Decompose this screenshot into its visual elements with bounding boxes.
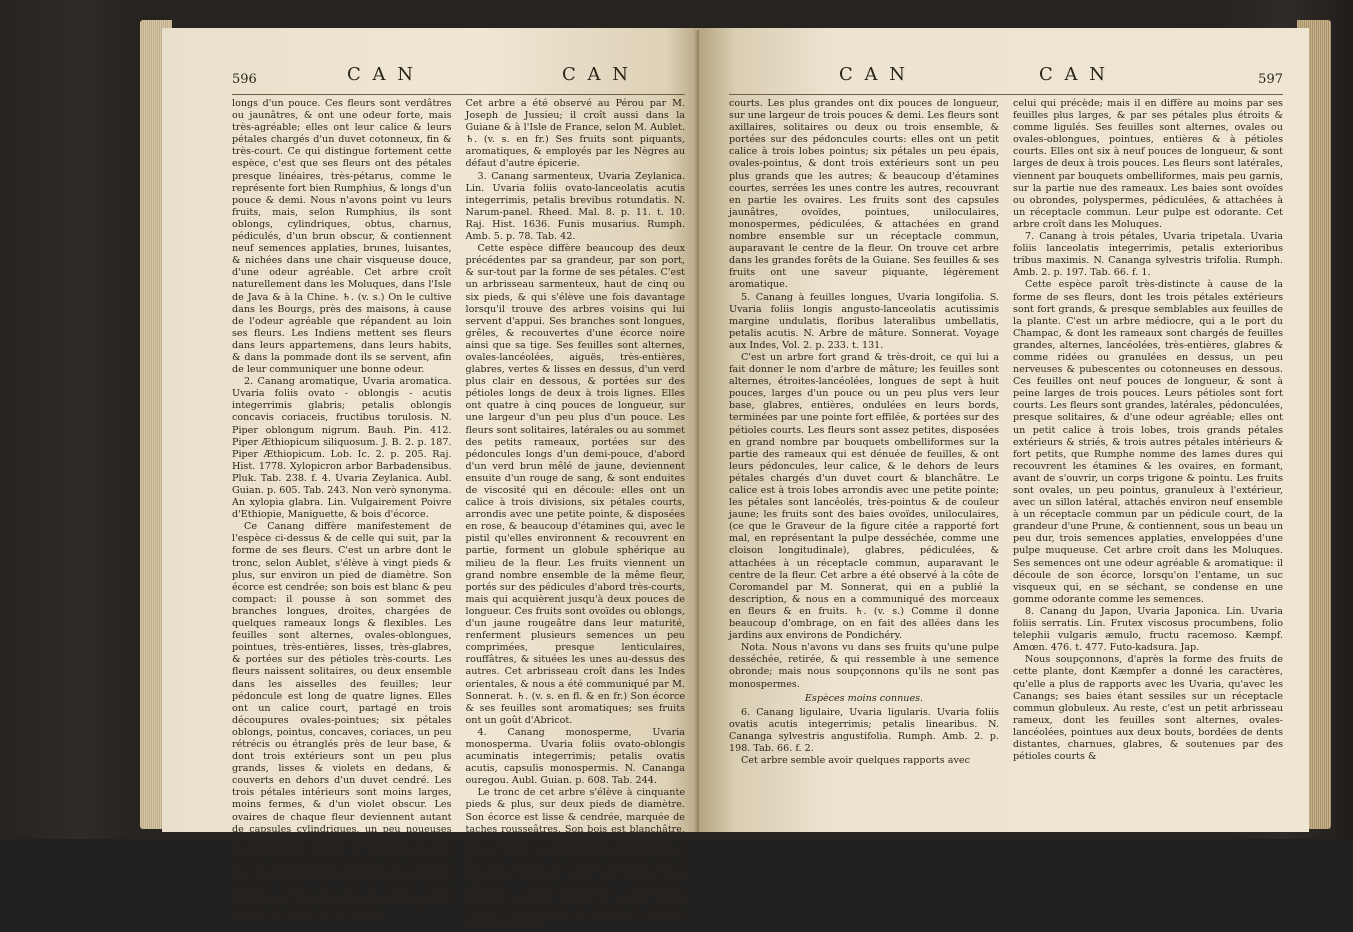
paragraph: Ce Canang diffère manifestement de l'espèce ci-dessus & de celle qui suit, par la forme de ses fleurs. C'est un arbre dont le tronc, selon Aublet, s'élève à vingt pieds & plus, sur environ un pied de diamètre. Son écorce est cendrée; son bois est blanc & peu compact: il pousse à son sommet des branches longues, droites, chargées de quelques rameaux longs & flexibles. Les feuilles sont alternes, ovales-oblongues, pointues, très-entières, lisses, très-glabres, & portées sur des pétioles très-courts. Les fleurs naissent solitaires, ou deux ensemble dans les aisselles des feuilles; leur pédoncule est long de quatre lignes. Elles ont un calice court, partagé en trois découpures ovales-pointues; six pétales oblongs, pointus, concaves, coriaces, un peu rétrécis ou étranglés près de leur base, & dont trois extérieurs sont un peu plus grands, lisses & violets en dedans, & couverts en dehors d'un duvet cendré. Les trois pétales intérieurs sont moins larges, moins fermes, & d'un violet obscur. Les ovaires de chaque fleur deviennent autant de capsules cylindriques, un peu noueuses ou toruleuses, longues d'un pouce & plus, rougeâtres ou brunes, & portées chacune sur un pédicule court & épais. Ces capsules sont attachées à un même réceptacle, & leur nombre varie de dix à vingt. Elles contiennent depuis une jusqu'à huit graines placées les unes sur les autres. [232,521,452,920]
paragraph: 8. Canang du Japon, Uvaria Japonica. Lin. Uvaria foliis serratis. Lin. Frutex viscosus procumbens, folio telephii vulgaris æmulo, fructu racemoso. Kæmpf. Amœn. 476. t. 477. Futo-kadsura. Jap. [1013,605,1283,654]
left-page-header [232,64,685,98]
paragraph: Cet arbre semble avoir quelques rapports avec [741,755,970,767]
paragraph: 5. Canang à feuilles longues, Uvaria longifolia. S. Uvaria foliis longis angusto-lanceolatis acutissimis margine undulatis, floribus lateralibus umbellatis, petalis acutis. N. Arbre de mâture. Sonnerat. Voyage aux Indes, Vol. 2. p. 233. t. 131. [729,291,999,351]
paragraph: 3. Canang sarmenteux, Uvaria Zeylanica. Lin. Uvaria foliis ovato-lanceolatis acutis integerrimis, petalis brevibus rotundatis. N. Narum-panel. Rheed. Mal. 8. p. 11. t. 10. Raj. Hist. 1636. Funis musarius. Rumph. Amb. 5. p. 78. Tab. 42. [465,170,685,243]
paragraph: Cette espèce paroît très-distincte à cause de la forme de ses fleurs, dont les trois pétales extérieurs sont fort grands, & presque semblables aux feuilles de la plante. C'est un arbre médiocre, qui a le port du Champac, & dont les rameaux sont chargés de feuilles grandes, alternes, lancéolées, très-entières, glabres & comme ridées ou granulées en dessus, un peu nerveuses & pubescentes ou cotonneuses en dessous. Ces feuilles ont neuf pouces de longueur, & sont à peine larges de trois pouces. Leurs pétioles sont fort courts. Les fleurs sont grandes, latérales, pédonculées, presque solitaires, & d'une odeur agréable; elles ont un petit calice à trois lobes, trois grands pétales extérieurs & striés, & trois autres pétales intérieurs & fort petits, que Rumphe nomme des lames dures qui recouvrent les étamines & les ovaires, en formant, avant de s'ouvrir, un corps trigone & pointu. Les fruits sont ovales, un peu pointus, granuleux à l'extérieur, avec un sillon latéral, attachés environ neuf ensemble à un réceptacle commun par un pédicule court, de la grandeur d'une Prune, & contiennent, sous un beau un peu dur, trois semences applaties, enveloppées d'une pulpe muqueuse. Cet arbre croît dans les Moluques. Ses semences ont une odeur agréable & aromatique: il découle de son écorce, lorsqu'on l'entame, un suc visqueux qui, en se séchant, se condense en une gomme odorante comme les semences. [1013,279,1283,605]
right-running-head: C A N [839,64,908,85]
section-heading: Espèces moins connues. [804,692,924,704]
paragraph: Cet arbre a été observé au Pérou par M. Joseph de Jussieu; il croît aussi dans la Guiane & à l'Isle de France, selon M. Aublet. ♄. (v. s. en fr.) Ses fruits sont piquants, aromatiques, & employés par les Nègres au défaut d'autre épicerie. [465,98,685,170]
paragraph: Cette espèce diffère beaucoup des deux précédentes par sa grandeur, par son port, & sur-tout par la forme de ses pétales. C'est un arbrisseau sarmenteux, haut de cinq ou six pieds, & qui s'élève une fois davantage lorsqu'il trouve des arbres voisins qui lui servent d'appui. Ses branches sont longues, grêles, & recouvertes d'une écorce noire ainsi que sa tige. Ses feuilles sont alternes, ovales-lancéolées, aiguës, très-entières, glabres, vertes & lisses en dessus, d'un verd plus clair en dessous, & portées sur des pétioles longs de deux à trois lignes. Elles ont quatre à cinq pouces de longueur, sur une largeur d'un peu plus d'un pouce. Les fleurs sont solitaires, latérales ou au sommet des petits rameaux, portées sur des pédoncules longs d'un demi-pouce, d'abord d'un verd brun mêlé de jaune, deviennent ensuite d'un rouge de sang, & sont enduites de viscosité qui en découle: elles ont un calice à trois divisions, six pétales courts, arrondis avec une petite pointe, & disposées en rose, & beaucoup d'étamines qui, avec le pistil qu'elles environnent & recouvrent en partie, forment un globule sphérique au milieu de la fleur. Les fruits viennent un grand nombre ensemble de la même fleur, portés sur des pédicules d'abord très-courts, mais qui acquièrent jusqu'à deux pouces de longueur. Ces fruits sont ovoïdes ou oblongs, d'un jaune rougeâtre dans leur maturité, renferment plusieurs semences un peu comprimées, presque lenticulaires, rouffâtres, & situées les unes au-dessus des autres. Cet arbrisseau croît dans les Indes orientales, & nous a été communiqué par M. Sonnerat. ♄. (v. s. en fl. & en fr.) Son écorce & ses feuilles sont aromatiques; ses fruits ont un goût d'Abricot. [465,243,685,726]
paragraph: longs d'un pouce. Ces fleurs sont verdâtres ou jaunâtres, & ont une odeur forte, mais très-agréable; elles ont leur calice & leurs pétales chargés d'un duvet cotonneux, fin & très-court. Ce qui distingue fortement cette espèce, c'est que ses fleurs ont des pétales presque linéaires, très-pétarus, comme le représente fort bien Rumphius, & longs d'un pouce & demi. Nous n'avons point vu leurs fruits, mais, selon Rumphius, ils sont oblongs, cylindriques, obtus, charnus, pédiculés, d'un brun obscur, & contiennent neuf semences applaties, brunes, luisantes, & nichées dans une chair visqueuse douce, d'une odeur agréable. Cet arbre croît naturellement dans les Moluques, dans l'Isle de Java & à la Chine. ♄. (v. s.) On le cultive dans les Bourgs, près des maisons, à cause de l'odeur agréable que répandent au loin ses fleurs. Les Indiens mettent ses fleurs dans leurs appartemens, dans leurs habits, & dans la pommade dont ils se servent, afin de leur communiquer une bonne odeur. [232,98,452,376]
left-running-head-2: C A N [562,64,631,85]
paragraph: 7. Canang à trois pétales, Uvaria tripetala. Uvaria foliis lanceolatis integerrimis, petalis exterioribus tribus maximis. N. Cananga sylvestris trifolia. Rumph. Amb. 2. p. 197. Tab. 66. f. 1. [1013,231,1283,279]
paragraph: celui qui précède; mais il en diffère au moins par ses feuilles plus larges, & par ses pétales plus étroits & comme ligulés. Ses feuilles sont alternes, ovales ou ovales-oblongues, pointues, entières & à pétioles courts. Elles ont six à neuf pouces de longueur, & sont larges de deux à trois pouces. Les fleurs sont latérales, viennent par bouquets ombelliformes, mais peu garnis, sur la partie nue des rameaux. Les baies sont ovoïdes ou obrondes, polyspermes, pédiculées, & attachées à un réceptacle commun. Leur pulpe est odorante. Cet arbre croît dans les Moluques. [1013,98,1283,230]
paragraph: Le tronc de cet arbre s'élève à cinquante pieds & plus, sur deux pieds de diamètre. Son écorce est lisse & cendrée, marquée de taches rousseâtres. Son bois est blanchâtre, dur, compact, & légèrement aromatique. Il pousse à son sommet de grosses branches, les unes droites, & d'autres inclinées qui se répandent en tous sens. Ses feuilles sont alternes, ovales-oblongues, acuminées, entières, glabres, vertes en dessus, d'une couleur ferrugineuse en dessous, & portées sur des pétioles [465,787,685,932]
left-column-1 [232,98,452,932]
right-running-head-2: C A N [1039,64,1108,85]
right-columns [729,98,1283,767]
paragraph: 2. Canang aromatique, Uvaria aromatica. Uvaria foliis ovato - oblongis - acutis integerrimis glabris; petalis oblongis concavis coriaceis, fructibus torulosis. N. Piper oblongum nigrum. Bauh. Pin. 412. Piper Æthiopicum siliquosum. J. B. 2. p. 187. Piper Æthiopicum. Lob. Ic. 2. p. 205. Raj. Hist. 1778. Xylopicron arbor Barbadensibus. Pluk. Tab. 238. f. 4. Uvaria Zeylanica. Aubl. Guian. p. 605. Tab. 243. Non verò synonyma. An xylopia glabra. Lin. Vulgairement Poivre d'Ethiopie, Maniguette, & bois d'écorce. [232,376,452,521]
right-page-header [729,64,1283,98]
header-rule [729,94,1283,95]
left-page-number: 596 [232,72,257,87]
header-rule [232,94,685,95]
left-page [162,28,699,932]
paragraph: C'est un arbre fort grand & très-droit, ce qui lui a fait donner le nom d'arbre de mâture; les feuilles sont alternes, étroites-lancéolées, longues de sept à huit pouces, larges d'un pouce ou un peu plus vers leur base, glabres, entières, ondulées en leurs bords, terminées par une pointe fort effilée, & portées sur des pétioles courts. Les fleurs sont assez petites, disposées en grand nombre par bouquets ombelliformes sur la partie des rameaux qui est dénuée de feuilles, & ont leurs pédoncules, leur calice, & le dehors de leurs pétales chargés d'un duvet court & blanchâtre. Le calice est à trois lobes arrondis avec une petite pointe; les pétales sont lancéolés, très-pointus & de couleur jaune; les fruits sont des baies ovoïdes, uniloculaires, (ce que le Graveur de la figure citée a rapporté fort mal, en représentant la pulpe desséchée, comme une cloison longitudinale), glabres, pédiculées, & attachées à un réceptacle commun, auparavant le centre de la fleur. Cet arbre a été observé à la côte de Coromandel par M. Sonnerat, qui en a publié la description, & nous en a communiqué des morceaux en fleurs & en fruits. ♄. (v. s.) Comme il donne beaucoup d'ombrage, on en fait des allées dans les jardins aux environs de Pondichéry. [729,351,999,642]
paragraph: 4. Canang monosperme, Uvaria monosperma. Uvaria foliis ovato-oblongis acuminatis integerrimis; petalis ovatis acutis, capsulis monospermis. N. Cananga ouregou. Aubl. Guian. p. 608. Tab. 244. [465,726,685,787]
paragraph: 6. Canang ligulaire, Uvaria ligularis. Uvaria foliis ovatis acutis integerrimis; petalis linearibus. N. Cananga sylvestris angustifolia. Rumph. Amb. 2. p. 198. Tab. 66. f. 2. [729,706,999,754]
right-column-1 [729,98,999,767]
right-column-2 [1013,98,1283,767]
right-page-number: 597 [1258,72,1283,87]
right-page [699,28,1309,832]
left-column-2 [466,98,686,932]
left-columns [232,98,685,932]
paragraph: Nous soupçonnons, d'après la forme des fruits de cette plante, dont Kæmpfer a donné les caractères, qu'elle a plus de rapports avec les Uvaria, qu'avec les Canangs; ses baies étant sessiles sur un réceptacle commun globuleux. Au reste, c'est un petit arbrisseau rameux, dont les feuilles sont alternes, ovales-lancéolées, pointues aux deux bouts, bordées de dents distantes, charnues, glabres, & soutenues par des pétioles courts & [1013,654,1283,763]
left-running-head: C A N [347,64,416,85]
paragraph: Nota. Nous n'avons vu dans ses fruits qu'une pulpe desséchée, retirée, & qui ressemble à une semence obronde; mais nous soupçonnons qu'ils ne sont pas monospermes. [729,642,999,690]
paragraph: courts. Les plus grandes ont dix pouces de longueur, sur une largeur de trois pouces & demi. Les fleurs sont axillaires, solitaires ou deux ou trois ensemble, & portées sur des pédoncules courts: elles ont un petit calice à trois lobes pointus; six pétales un peu épais, ovales-pointus, & dont trois extérieurs sont un peu plus grands que les autres; & beaucoup d'étamines courtes, serrées les unes contre les autres, recouvrant en partie les ovaires. Les fruits sont des capsules jaunâtres, ovoïdes, pointues, uniloculaires, monospermes, pédiculées, & attachées en grand nombre ensemble sur un réceptacle commun, auparavant le centre de la fleur. On trouve cet arbre dans les grandes forêts de la Guiane. Ses feuilles & ses fruits ont une saveur piquante, légèrement aromatique. [729,98,999,291]
